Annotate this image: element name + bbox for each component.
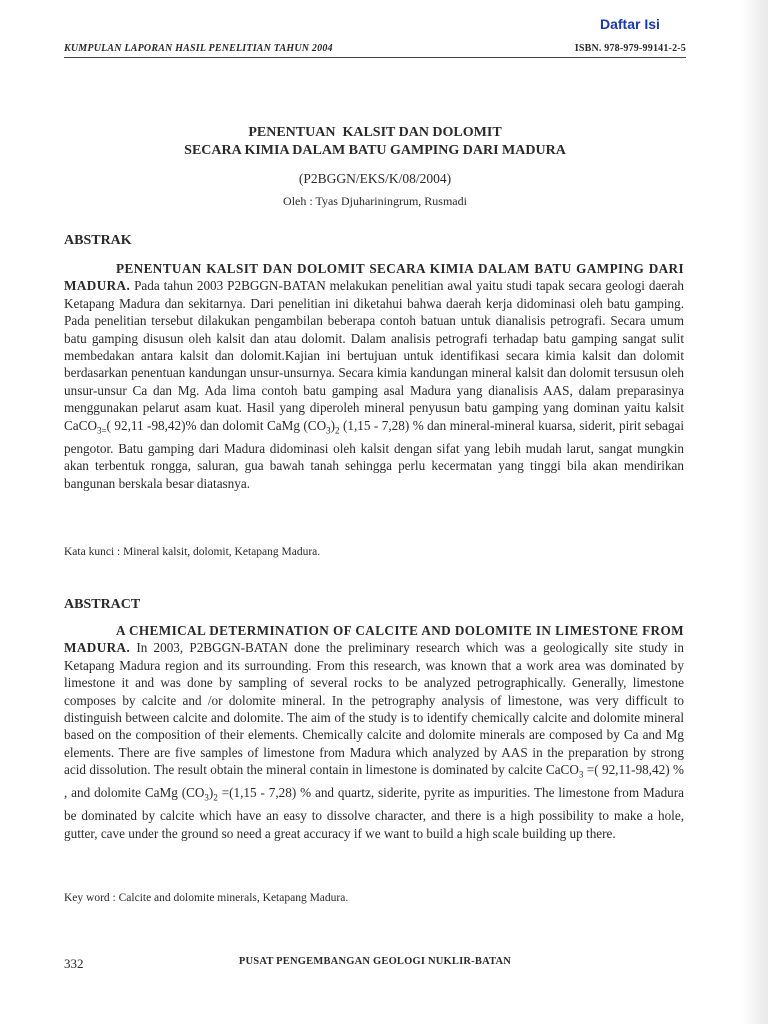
abstrak-text-a: Pada tahun 2003 P2BGGN-BATAN melakukan penelitian awal yaitu studi tapak secara geologi daerah Ketapang Madura dan sekitarnya. Dari penelitian ini diketahui bahwa daerah kerja didominasi oleh batu gamping. Pada penelitian tersebut dilakukan pengambilan beberapa contoh batuan untuk dianalisis petrografi. Secara umum batu gamping disusun oleh kalsit dan atau dolomit. Dalam analisis petrografi terhadap batu gamping sangat sulit membedakan antara kalsit dan dolomit.Kajian ini bertujuan untuk identifikasi secara kimia kalsit dan dolomit berdasarkan penentuan kandungan unsur-unsurnya. Secara kimia kandungan mineral kalsit dan dolomit tersusun oleh unsur-unsur Ca dan Mg. Ada lima contoh batu gamping asal Madura yang dianalisis AAS, dalam preparasinya menggunakan pelarut asam kuat. Hasil yang diperoleh mineral penyusun batu gamping yang dominan yaitu kalsit CaCO (64, 278, 684, 433)
authors-line: Oleh : Tyas Djuhariningrum, Rusmadi (283, 194, 467, 208)
abstract-heading: ABSTRACT (64, 597, 141, 612)
abstract-subscript-1: 3 (578, 769, 584, 780)
page-edge-shadow (742, 0, 768, 1024)
isbn: ISBN. 978-979-99141-2-5 (574, 43, 686, 54)
abstrak-body (64, 260, 684, 492)
key-word: Key word : Calcite and dolomite minerals, Ketapang Madura. (64, 892, 349, 904)
report-code: (P2BGGN/EKS/K/08/2004) (298, 171, 452, 186)
series-title: KUMPULAN LAPORAN HASIL PENELITIAN TAHUN 2004 (64, 43, 333, 54)
page-number: 332 (64, 956, 84, 971)
abstract-text-b: =( 92,11-98,42) % , and dolomite CaMg (CO (64, 762, 685, 801)
abstract-text-c: ) (208, 785, 214, 801)
abstrak-lead: PENENTUAN KALSIT DAN DOLOMIT SECARA KIMIA DALAM BATU GAMPING DARI MADURA. (64, 261, 684, 294)
abstract-text-d: =(1,15 - 7,28) % and quartz, siderite, pyrite as impurities. The limestone from Madura be dominated by calcite which have an easy to dissolve character, and there is a high possibility to make a hole, gutter, cave under the ground so need a great accuracy if we want to build a high scale building up there. (64, 785, 684, 841)
article-title (64, 124, 686, 160)
abstrak-text-b: ( 92,11 -98,42)% dan dolomit CaMg (CO (106, 417, 327, 433)
table-of-contents-link[interactable]: Daftar Isi (600, 16, 660, 32)
abstrak-subscript-3: 2 (335, 425, 340, 436)
abstract-body (64, 622, 684, 842)
abstrak-text-c: ) (330, 417, 336, 433)
abstrak-subscript-2: 3 (326, 425, 331, 436)
abstract-subscript-3: 2 (213, 792, 218, 803)
kata-kunci: Kata kunci : Mineral kalsit, dolomit, Ketapang Madura. (64, 546, 321, 558)
abstrak-text-d: (1,15 - 7,28) % dan mineral-mineral kuarsa, siderit, pirit sebagai pengotor. Batu gamping dari Madura didominasi oleh kalsit dengan sifat yang lebih mudah larut, sangat mungkin akan terbentuk rongga, saluran, gua bawah tanah sehingga perlu kecermatan yang tinggi bila akan mendirikan bangunan berskala besar diatasnya. (64, 417, 685, 491)
abstrak-heading: ABSTRAK (64, 233, 132, 248)
title-line-2: SECARA KIMIA DALAM BATU GAMPING DARI MADURA (184, 143, 566, 158)
abstrak-subscript-1: 3= (96, 425, 107, 436)
footer-institution: PUSAT PENGEMBANGAN GEOLOGI NUKLIR-BATAN (238, 956, 512, 967)
abstract-text-a: In 2003, P2BGGN-BATAN done the preliminary research which was a geologically site study in Ketapang Madura region and its surrounding. From this research, was known that a work area was dominated by limestone it and was done by sampling of several rocks to be analyzed petrographically. Generally, limestone composes by calcite and /or dolomite mineral. In the petrography analysis of limestone, was very difficult to distinguish between calcite and dolomite. The aim of the study is to identify chemically calcite and dolomite mineral based on the composition of their elements. Chemically calcite and dolomite minerals are composed by Ca and Mg elements. There are five samples of limestone from Madura which analyzed by AAS in the preparation by strong acid dissolution. The result obtain the mineral contain in limestone is dominated by calcite CaCO (64, 640, 684, 778)
title-line-1: PENENTUAN KALSIT DAN DOLOMIT (248, 125, 502, 140)
abstract-lead: A CHEMICAL DETERMINATION OF CALCITE AND DOLOMITE IN LIMESTONE FROM MADURA. (64, 623, 684, 656)
abstract-subscript-2: 3 (204, 792, 209, 803)
running-header (64, 43, 686, 58)
